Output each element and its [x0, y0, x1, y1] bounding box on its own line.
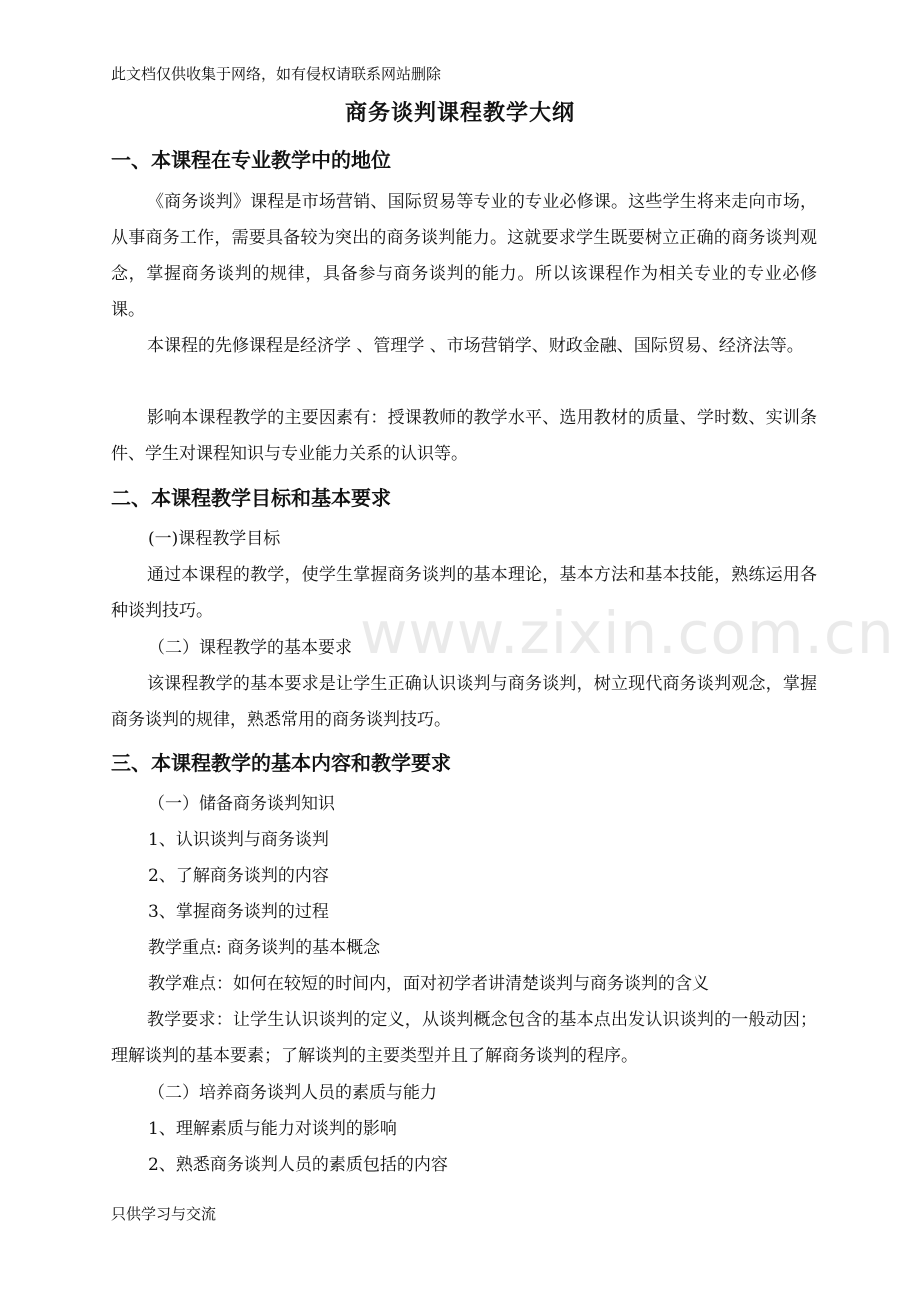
- list-item: 3、掌握商务谈判的过程: [148, 902, 329, 922]
- document-title: 商务谈判课程教学大纲: [344, 101, 575, 126]
- section-2-subheading-1: (一)课程教学目标: [148, 529, 281, 549]
- list-item: 2、熟悉商务谈判人员的素质包括的内容: [148, 1155, 448, 1175]
- section-2-subheading-2: （二）课程教学的基本要求: [148, 638, 352, 658]
- section-3-heading: 三、本课程教学的基本内容和教学要求: [111, 751, 451, 775]
- header-note: 此文档仅供收集于网络，如有侵权请联系网站删除: [111, 65, 442, 83]
- teaching-difficulty: 教学难点：如何在较短的时间内，面对初学者讲清楚谈判与商务谈判的含义: [148, 974, 709, 994]
- section-2-heading: 二、本课程教学目标和基本要求: [111, 486, 391, 510]
- section-3-subheading-2: （二）培养商务谈判人员的素质与能力: [148, 1083, 437, 1103]
- section-1-paragraph-1: 《商务谈判》课程是市场营销、国际贸易等专业的专业必修课。这些学生将来走向市场，从事商务工作，需要具备较为突出的商务谈判能力。这就要求学生既要树立正确的商务谈判观念，掌握商务谈判的规律，具备参与商务谈判的能力。所以该课程作为相关专业的专业必修课。: [111, 192, 817, 320]
- section-1-heading: 一、本课程在专业教学中的地位: [111, 148, 391, 172]
- list-item: 1、认识谈判与商务谈判: [148, 830, 329, 850]
- section-2-paragraph-2: 该课程教学的基本要求是让学生正确认识谈判与商务谈判，树立现代商务谈判观念，掌握商务谈判的规律，熟悉常用的商务谈判技巧。: [111, 674, 817, 730]
- list-item: 2、了解商务谈判的内容: [148, 866, 329, 886]
- teaching-focus: 教学重点: 商务谈判的基本概念: [148, 938, 381, 958]
- section-3-subheading-1: （一）储备商务谈判知识: [148, 794, 335, 814]
- section-2-paragraph-1: 通过本课程的教学，使学生掌握商务谈判的基本理论，基本方法和基本技能，熟练运用各种谈判技巧。: [111, 565, 817, 621]
- teaching-requirement: 教学要求：让学生认识谈判的定义，从谈判概念包含的基本点出发认识谈判的一般动因；理解谈判的基本要素；了解谈判的主要类型并且了解商务谈判的程序。: [111, 1010, 817, 1066]
- section-1-paragraph-3: 影响本课程教学的主要因素有：授课教师的教学水平、选用教材的质量、学时数、实训条件、学生对课程知识与专业能力关系的认识等。: [111, 408, 817, 464]
- list-item: 1、理解素质与能力对谈判的影响: [148, 1119, 397, 1139]
- watermark: www.zixin.com.cn: [360, 599, 895, 667]
- footer-note: 只供学习与交流: [111, 1205, 217, 1223]
- section-1-paragraph-2: 本课程的先修课程是经济学 、管理学 、市场营销学、财政金融、国际贸易、经济法等。: [147, 336, 804, 356]
